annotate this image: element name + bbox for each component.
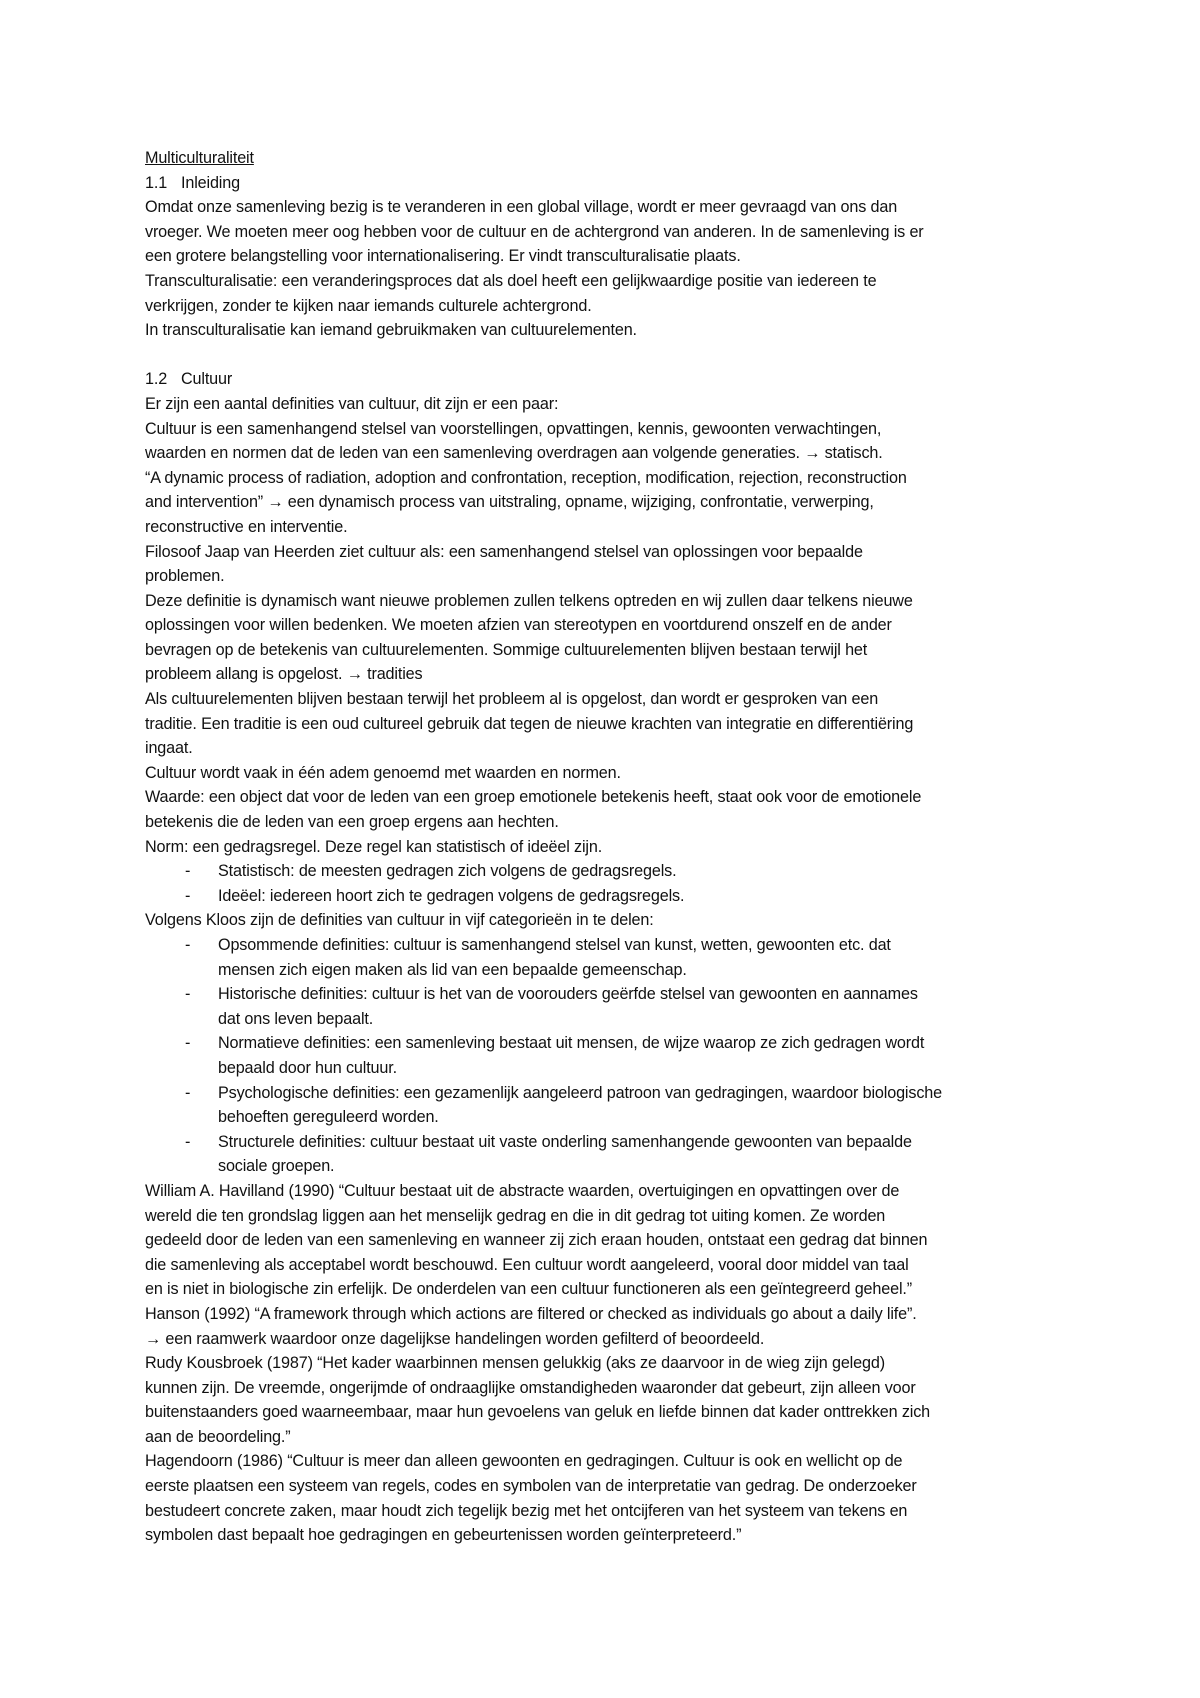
paragraph-line: eerste plaatsen een systeem van regels, codes en symbolen van de interpretatie van gedrag. De onderzoeker: [145, 1477, 917, 1496]
list-item-line: Ideëel: iedereen hoort zich te gedragen volgens de gedragsregels.: [218, 886, 685, 905]
paragraph-line: symbolen dast bepaalt hoe gedragingen en gebeurtenissen worden geïnterpreteerd.”: [145, 1526, 742, 1545]
section-title: Cultuur: [181, 370, 233, 389]
bullet-dash: -: [185, 1132, 191, 1151]
paragraph-line: die samenleving als acceptabel wordt beschouwd. Een cultuur wordt aangeleerd, vooral door middel van taal: [145, 1255, 909, 1274]
paragraph-line: In transculturalisatie kan iemand gebruikmaken van cultuurelementen.: [145, 321, 637, 340]
list-item: [145, 982, 1085, 1031]
paragraph-line: vroeger. We moeten meer oog hebben voor de cultuur en de achtergrond van anderen. In de samenleving is er: [145, 222, 924, 241]
paragraph-line: kunnen zijn. De vreemde, ongerijmde of ondraaglijke omstandigheden waaronder dat gebeurt, zijn alleen voor: [145, 1378, 916, 1397]
paragraph-line: betekenis die de leden van een groep ergens aan hechten.: [145, 813, 559, 832]
paragraph-line: Als cultuurelementen blijven bestaan terwijl het probleem al is opgelost, dan wordt er gesproken van een: [145, 690, 879, 709]
kloos-intro: Volgens Kloos zijn de definities van cultuur in vijf categorieën in te delen:: [145, 911, 654, 930]
bullet-dash: -: [185, 936, 191, 954]
paragraph-line: reconstructive en interventie.: [145, 517, 348, 536]
bullet-dash: -: [185, 1083, 191, 1102]
list-item: [145, 1130, 1085, 1179]
paragraph-line: oplossingen voor willen bedenken. We moeten afzien van stereotypen en voortdurend onszelf en de ander: [145, 616, 892, 635]
paragraph-line: problemen.: [145, 567, 225, 586]
paragraph-line: Deze definitie is dynamisch want nieuwe problemen zullen telkens optreden en wij zullen daar telkens nieuwe: [145, 591, 913, 610]
bullet-dash: -: [185, 886, 191, 905]
list-item: [145, 859, 1085, 884]
paragraph-line: waarden en normen dat de leden van een samenleving overdragen aan volgende generaties. → statisch.: [145, 444, 883, 463]
document-page: [145, 146, 1085, 1548]
paragraph-line: gedeeld door de leden van een samenleving en wanneer zij zich eraan houden, ontstaat een gedrag dat binnen: [145, 1231, 928, 1250]
paragraph-line: William A. Havilland (1990) “Cultuur bestaat uit de abstracte waarden, overtuigingen en opvattingen over de: [145, 1181, 900, 1200]
list-item-line: Structurele definities: cultuur bestaat uit vaste onderling samenhangende gewoonten van bepaalde: [218, 1132, 912, 1151]
paragraph-line: Er zijn een aantal definities van cultuur, dit zijn er een paar:: [145, 394, 559, 413]
list-item-line: bepaald door hun cultuur.: [218, 1058, 397, 1077]
paragraph-line: Rudy Kousbroek (1987) “Het kader waarbinnen mensen gelukkig (aks ze daarvoor in de wieg zijn gelegd): [145, 1354, 885, 1373]
section-number: 1.2: [145, 370, 168, 389]
paragraph-line: and intervention” → een dynamisch process van uitstraling, opname, wijziging, confrontatie, verwerping,: [145, 493, 874, 512]
paragraph-line: verkrijgen, zonder te kijken naar iemands culturele achtergrond.: [145, 296, 592, 315]
paragraph-line: traditie. Een traditie is een oud cultureel gebruik dat tegen de nieuwe krachten van integratie en differentiëring: [145, 714, 914, 733]
list-item-line: Normatieve definities: een samenleving bestaat uit mensen, de wijze waarop ze zich gedragen wordt: [218, 1034, 925, 1053]
paragraph-line: Norm: een gedragsregel. Deze regel kan statistisch of ideëel zijn.: [145, 837, 603, 856]
bullet-dash: -: [185, 985, 191, 1004]
list-item: [145, 1081, 1085, 1130]
paragraph-line: probleem allang is opgelost. → tradities: [145, 665, 423, 684]
paragraph-line: Waarde: een object dat voor de leden van een groep emotionele betekenis heeft, staat ook voor de emotionele: [145, 788, 922, 807]
bullet-dash: -: [185, 862, 191, 881]
section-heading-cultuur: [145, 367, 1085, 392]
paragraph-line: wereld die ten grondslag liggen aan het menselijk gedrag en die in dit gedrag tot uiting komen. Ze worden: [145, 1206, 886, 1225]
blank-line: [145, 343, 1085, 368]
list-item: [145, 1031, 1085, 1080]
paragraph-line: buitenstaanders goed waarneembaar, maar hun gevoelens van geluk en liefde binnen dat kader onttrekken zich: [145, 1403, 931, 1422]
paragraph-line: → een raamwerk waardoor onze dagelijkse handelingen worden gefilterd of beoordeeld.: [145, 1329, 765, 1348]
list-item-line: Statistisch: de meesten gedragen zich volgens de gedragsregels.: [218, 862, 677, 881]
section-heading-inleiding: [145, 171, 1085, 196]
list-item-line: dat ons leven bepaalt.: [218, 1009, 374, 1028]
list-item-line: behoeften gereguleerd worden.: [218, 1108, 439, 1127]
paragraph-line: Cultuur wordt vaak in één adem genoemd met waarden en normen.: [145, 763, 621, 782]
paragraph-line: “A dynamic process of radiation, adoption and confrontation, reception, modification, rejection, reconstruction: [145, 468, 907, 487]
list-item-line: sociale groepen.: [218, 1157, 335, 1176]
paragraph-line: ingaat.: [145, 739, 193, 758]
section-title: Inleiding: [181, 173, 240, 192]
section-body-quotes: [145, 1179, 1085, 1548]
bullet-dash: -: [185, 1034, 191, 1053]
paragraph-line: bevragen op de betekenis van cultuurelementen. Sommige cultuurelementen blijven bestaan terwijl het: [145, 640, 868, 659]
norm-bullet-list: [145, 859, 1085, 908]
paragraph-line: Hanson (1992) “A framework through which actions are filtered or checked as individuals go about a daily life”.: [145, 1304, 917, 1323]
paragraph-line: bestudeert concrete zaken, maar houdt zich tegelijk bezig met het ontcijferen van het systeem van tekens en: [145, 1501, 908, 1520]
list-item-line: Opsommende definities: cultuur is samenhangend stelsel van kunst, wetten, gewoonten etc. dat: [218, 936, 891, 954]
paragraph-line: Omdat onze samenleving bezig is te veranderen in een global village, wordt er meer gevraagd van ons dan: [145, 198, 898, 217]
section-number: 1.1: [145, 173, 168, 192]
paragraph-line: Filosoof Jaap van Heerden ziet cultuur als: een samenhangend stelsel van oplossingen voor bepaalde: [145, 542, 863, 561]
list-item: [145, 933, 1085, 982]
list-item-line: Psychologische definities: een gezamenlijk aangeleerd patroon van gedragingen, waardoor biologische: [218, 1083, 942, 1102]
document-title: Multiculturaliteit: [145, 149, 254, 167]
paragraph-line: aan de beoordeling.”: [145, 1427, 291, 1446]
list-item-line: Historische definities: cultuur is het van de voorouders geërfde stelsel van gewoonten en aannames: [218, 985, 918, 1004]
section-body-inleiding: [145, 195, 1085, 343]
paragraph-line: en is niet in biologische zin erfelijk. De onderdelen van een cultuur functioneren als een geïntegreerd geheel.”: [145, 1280, 912, 1299]
paragraph-line: Transculturalisatie: een veranderingsproces dat als doel heeft een gelijkwaardige positie van iedereen te: [145, 271, 877, 290]
list-item: [145, 884, 1085, 909]
kloos-bullet-list: [145, 933, 1085, 1179]
paragraph-line: Hagendoorn (1986) “Cultuur is meer dan alleen gewoonten en gedragingen. Cultuur is ook en wellicht op de: [145, 1452, 903, 1471]
section-body-cultuur: [145, 392, 1085, 859]
paragraph-line: Cultuur is een samenhangend stelsel van voorstellingen, opvattingen, kennis, gewoonten verwachtingen,: [145, 419, 882, 438]
paragraph-line: een grotere belangstelling voor internationalisering. Er vindt transculturalisatie plaats.: [145, 247, 741, 266]
list-item-line: mensen zich eigen maken als lid van een bepaalde gemeenschap.: [218, 960, 687, 979]
